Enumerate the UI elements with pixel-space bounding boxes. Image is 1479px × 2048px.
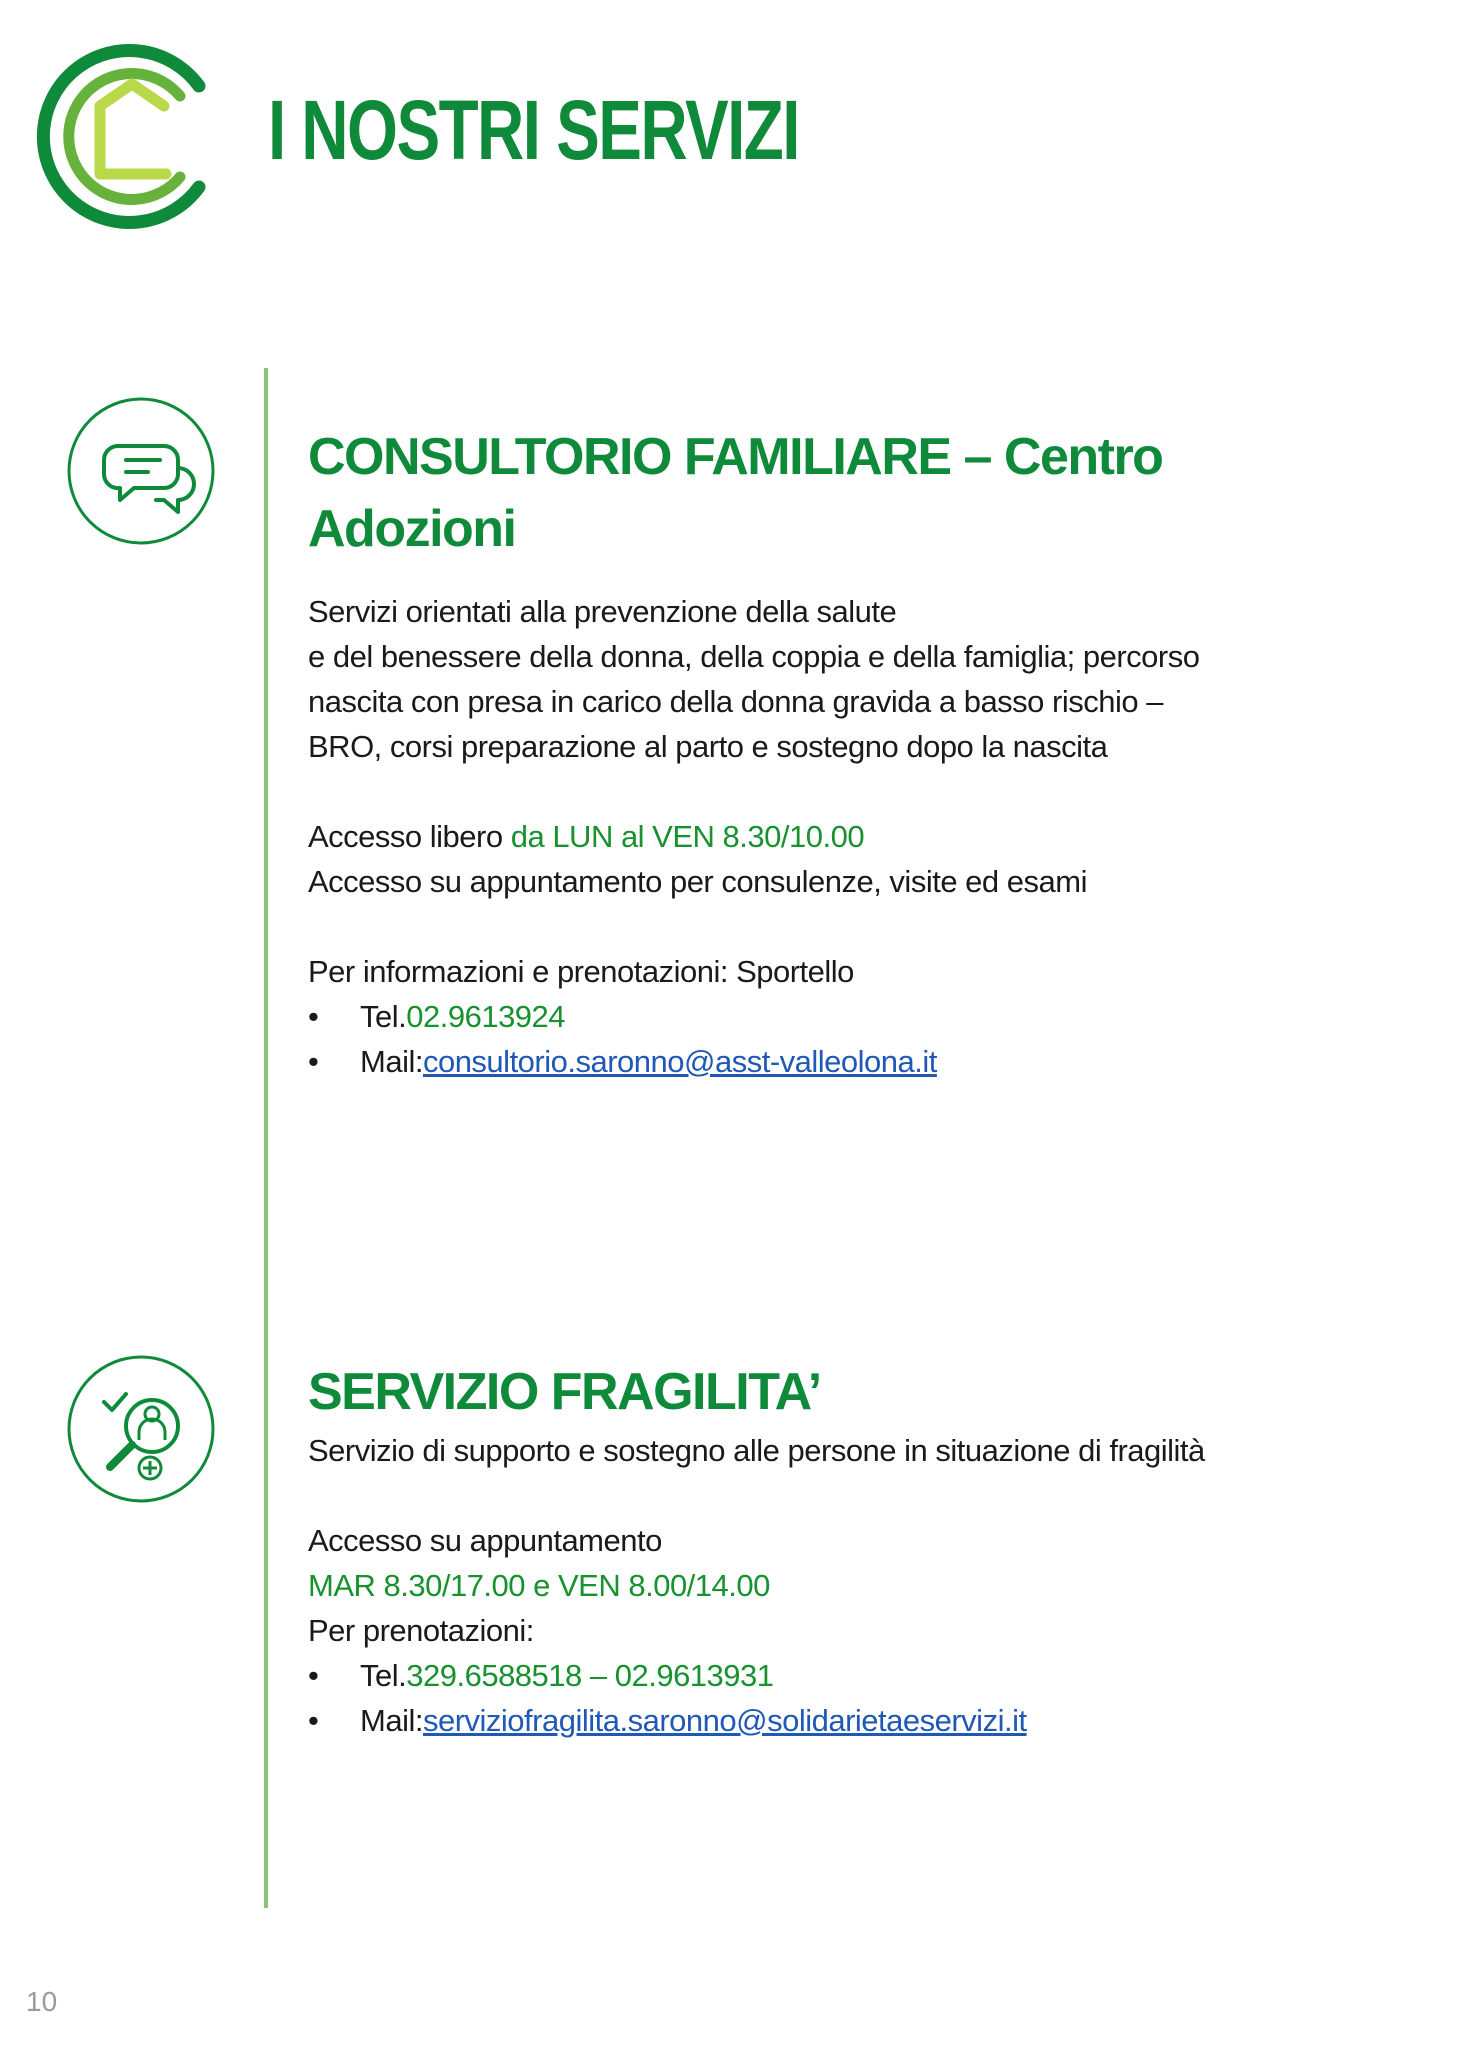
section-title: SERVIZIO FRAGILITA’ xyxy=(308,1363,821,1421)
info-label: Per informazioni e prenotazioni: Sportello xyxy=(308,954,854,989)
description-line: BRO, corsi preparazione al parto e sostegno dopo la nascita xyxy=(308,729,1108,764)
booking-label: Per prenotazioni: xyxy=(308,1613,534,1648)
mail-label: Mail: xyxy=(360,1703,423,1738)
title-line: CONSULTORIO FAMILIARE – Centro xyxy=(308,428,1163,486)
mail-label: Mail: xyxy=(360,1044,423,1079)
title-line: Adozioni xyxy=(308,500,516,558)
tel-label: Tel. xyxy=(360,999,407,1034)
list-item: • Mail: serviziofragilita.saronno@solidarietaeservizi.it xyxy=(308,1698,1418,1743)
description-line: Servizi orientati alla prevenzione della salute xyxy=(308,594,897,629)
section-title xyxy=(308,421,1418,565)
vertical-divider xyxy=(264,368,268,1908)
description-line: nascita con presa in carico della donna gravida a basso rischio – xyxy=(308,684,1163,719)
opening-hours: MAR 8.30/17.00 e VEN 8.00/14.00 xyxy=(308,1568,770,1603)
description: Servizio di supporto e sostegno alle persone in situazione di fragilità xyxy=(308,1433,1205,1468)
description-line: e del benessere della donna, della coppia e della famiglia; percorso xyxy=(308,639,1200,674)
list-item: • Tel. 02.9613924 xyxy=(308,994,1418,1039)
page-number: 10 xyxy=(26,1986,58,2017)
person-magnifier-care-icon xyxy=(66,1354,216,1504)
access-label: Accesso su appuntamento xyxy=(308,1523,662,1558)
email-link[interactable]: serviziofragilita.saronno@solidarietaeservizi.it xyxy=(422,1703,1027,1738)
tel-label: Tel. xyxy=(360,1658,407,1693)
free-access-label: Accesso libero xyxy=(308,819,511,854)
list-item: • Mail: consultorio.saronno@asst-valleolona.it xyxy=(308,1039,1418,1084)
speech-bubbles-icon xyxy=(66,396,216,546)
list-item: • Tel. 329.6588518 – 02.9613931 xyxy=(308,1653,1418,1698)
section-fragilita xyxy=(308,1356,1418,1743)
phone-number: 02.9613924 xyxy=(406,999,566,1034)
page-title: I NOSTRI SERVIZI xyxy=(268,83,799,177)
c-house-logo-icon xyxy=(34,34,224,239)
section-body xyxy=(308,1428,1418,1743)
section-body xyxy=(308,589,1418,1084)
email-link[interactable]: consultorio.saronno@asst-valleolona.it xyxy=(422,1044,937,1079)
appointment-access: Accesso su appuntamento per consulenze, visite ed esami xyxy=(308,864,1087,899)
free-access-hours: da LUN al VEN 8.30/10.00 xyxy=(510,819,865,854)
phone-number: 329.6588518 – 02.9613931 xyxy=(406,1658,774,1693)
free-access-line xyxy=(308,814,1418,859)
section-consultorio xyxy=(308,421,1418,1084)
